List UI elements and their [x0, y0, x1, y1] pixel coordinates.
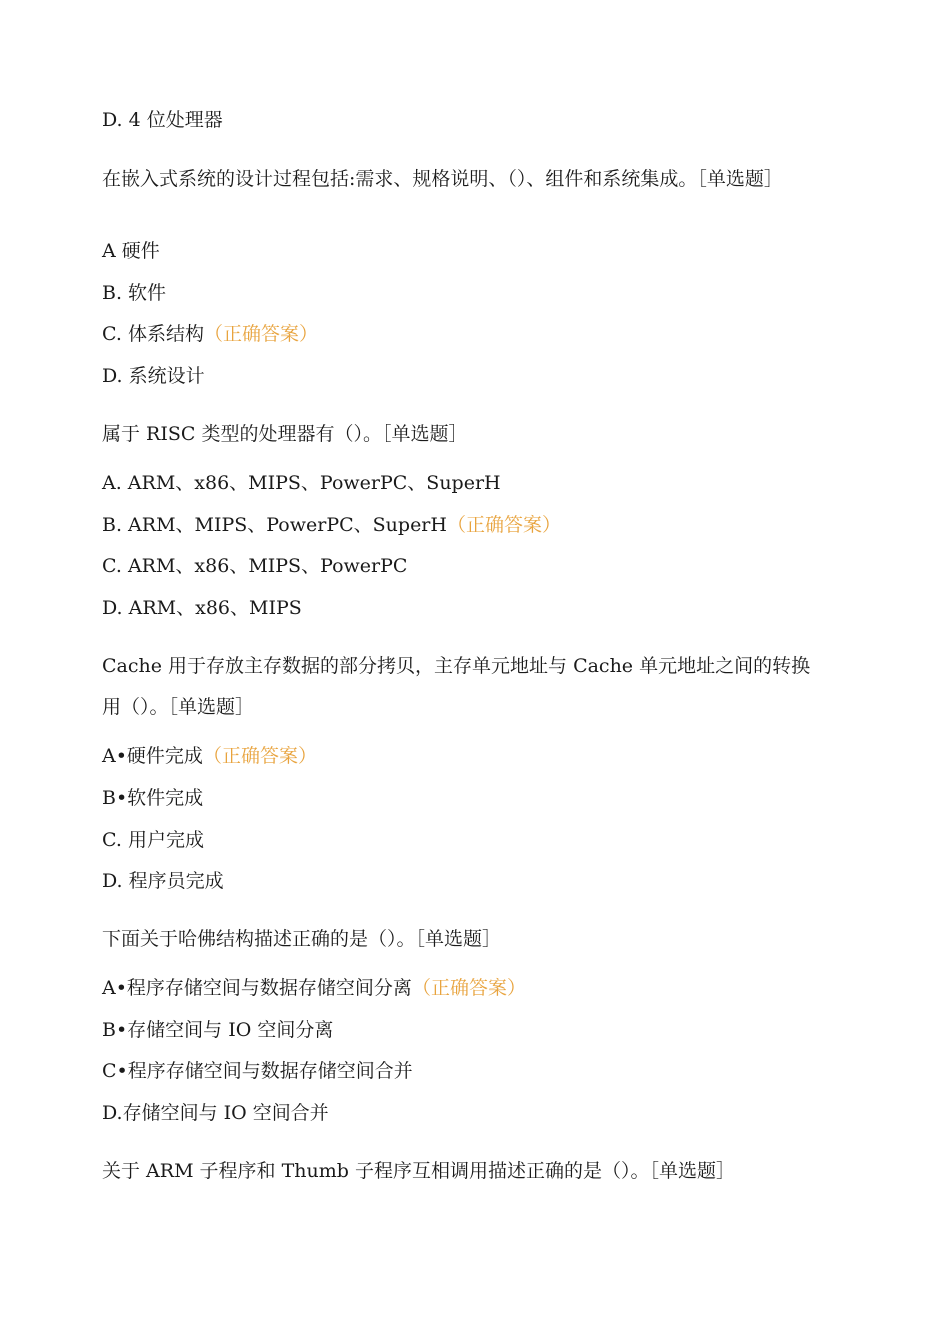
option-d-4bit: D. 4 位处理器 — [102, 109, 223, 131]
q3-option-c: C. 用户完成 — [102, 829, 204, 851]
correct-answer-mark: （正确答案） — [446, 514, 561, 536]
correct-answer-mark: （正确答案） — [411, 977, 526, 999]
q3-option-b: B•软件完成 — [102, 787, 204, 809]
q3-option-a: A•硬件完成（正确答案） — [102, 745, 317, 767]
q3-option-d: D. 程序员完成 — [102, 870, 224, 892]
q2-option-a: A. ARM、x86、MIPS、PowerPC、SuperH — [102, 472, 501, 494]
q2-option-c: C. ARM、x86、MIPS、PowerPC — [102, 555, 408, 577]
q4-option-d: D.存储空间与 IO 空间合并 — [102, 1102, 329, 1124]
q2-option-d: D. ARM、x86、MIPS — [102, 597, 302, 619]
q4-option-b: B•存储空间与 IO 空间分离 — [102, 1019, 334, 1041]
question-3-text-line2: 用（）。［单选题］ — [102, 696, 255, 718]
question-3-text-line1: Cache 用于存放主存数据的部分拷贝，主存单元地址与 Cache 单元地址之间的转换 — [102, 655, 811, 677]
question-4-text: 下面关于哈佛结构描述正确的是（）。［单选题］ — [102, 928, 502, 950]
question-1-text: 在嵌入式系统的设计过程包括:需求、规格说明、（）、组件和系统集成。［单选题］ — [102, 168, 783, 190]
question-5-text: 关于 ARM 子程序和 Thumb 子程序互相调用描述正确的是（）。［单选题］ — [102, 1160, 735, 1182]
q2-option-b: B. ARM、MIPS、PowerPC、SuperH（正确答案） — [102, 514, 561, 536]
correct-answer-mark: （正确答案） — [202, 745, 317, 767]
question-2-text: 属于 RISC 类型的处理器有（）。［单选题］ — [102, 423, 468, 445]
q4-option-a: A•程序存储空间与数据存储空间分离（正确答案） — [102, 977, 526, 999]
q1-option-c: C. 体系结构（正确答案） — [102, 323, 318, 345]
q1-option-b: B. 软件 — [102, 282, 167, 304]
correct-answer-mark: （正确答案） — [203, 323, 318, 345]
q4-option-c: C•程序存储空间与数据存储空间合并 — [102, 1060, 413, 1082]
q1-option-a: A 硬件 — [102, 240, 160, 262]
q1-option-d: D. 系统设计 — [102, 365, 205, 387]
